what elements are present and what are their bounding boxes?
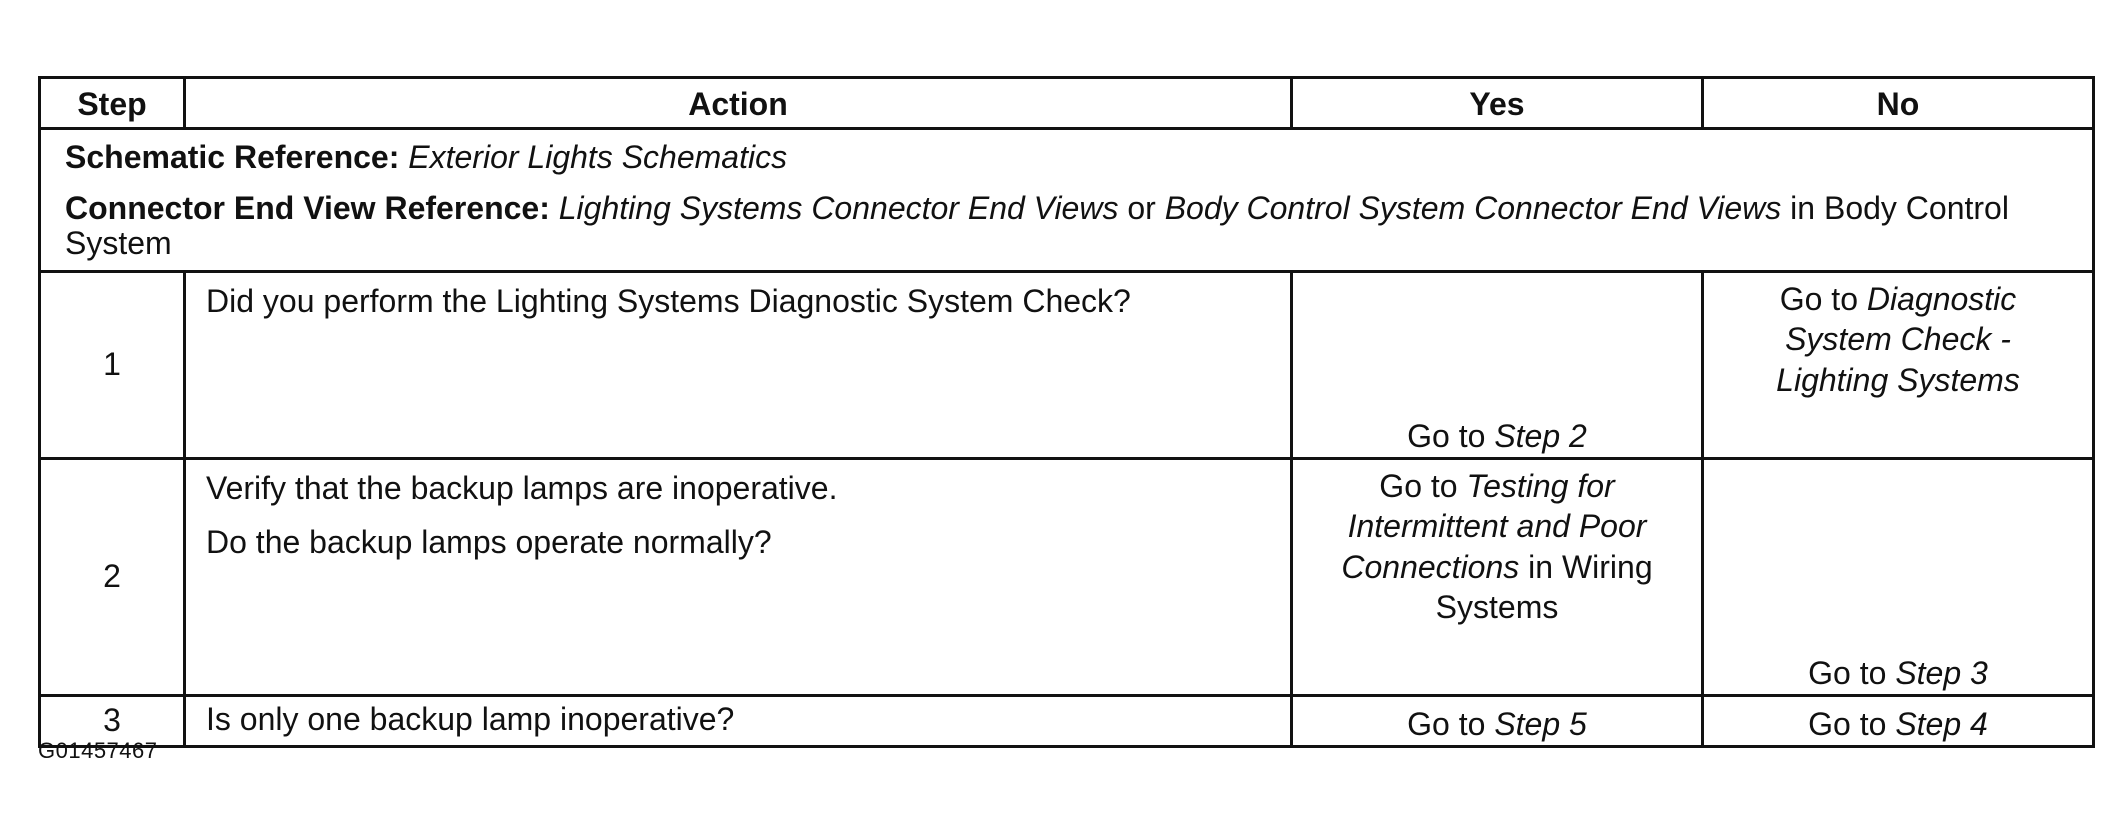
table-row <box>40 458 2094 695</box>
connector-suffix: in Body Control System <box>65 190 2009 262</box>
no-link[interactable]: Diagnostic System Check - Lighting Systems <box>1776 280 2020 398</box>
action-cell <box>185 458 1292 695</box>
yes-prefix: Go to <box>1379 467 1467 504</box>
schematic-reference-link[interactable]: Exterior Lights Schematics <box>408 139 788 175</box>
step-header: Step <box>40 78 185 129</box>
yes-cell <box>1292 271 1703 458</box>
no-cell <box>1703 695 2094 746</box>
yes-prefix: Go to <box>1407 705 1495 742</box>
yes-link[interactable]: Step 2 <box>1494 417 1587 454</box>
step-number: 3 <box>40 695 185 746</box>
no-link[interactable]: Step 3 <box>1895 654 1988 691</box>
no-cell <box>1703 458 2094 695</box>
reference-row <box>40 129 2094 272</box>
step-number: 1 <box>40 271 185 458</box>
action-text: Verify that the backup lamps are inoperative. <box>206 469 838 506</box>
header-row <box>40 78 2094 129</box>
step-number: 2 <box>40 458 185 695</box>
yes-cell <box>1292 458 1703 695</box>
action-header: Action <box>185 78 1292 129</box>
table-row <box>40 695 2094 746</box>
action-question: Do the backup lamps operate normally? <box>206 523 772 560</box>
connector-reference <box>65 191 2070 261</box>
connector-or: or <box>1118 190 1165 227</box>
figure-id: G01457467 <box>38 738 158 763</box>
no-prefix: Go to <box>1808 705 1896 742</box>
connector-reference-link-2[interactable]: Body Control System Connector End Views <box>1164 190 1782 227</box>
yes-link[interactable]: Step 5 <box>1494 705 1587 742</box>
no-prefix: Go to <box>1779 280 1867 317</box>
no-cell <box>1703 271 2094 458</box>
yes-header: Yes <box>1292 78 1703 129</box>
yes-link[interactable]: Testing for Intermittent and Poor Connections <box>1341 467 1647 585</box>
action-text: Is only one backup lamp inoperative? <box>206 700 735 737</box>
schematic-reference-label: Schematic Reference: <box>65 139 400 175</box>
action-cell <box>185 271 1292 458</box>
action-text: Did you perform the Lighting Systems Diagnostic System Check? <box>206 282 1131 319</box>
table-row <box>40 271 2094 458</box>
connector-reference-link-1[interactable]: Lighting Systems Connector End Views <box>558 190 1119 227</box>
yes-cell <box>1292 695 1703 746</box>
connector-reference-label: Connector End View Reference: <box>65 190 550 227</box>
yes-prefix: Go to <box>1407 417 1495 454</box>
action-cell <box>185 695 1292 746</box>
no-header: No <box>1703 78 2094 129</box>
yes-suffix: in Wiring Systems <box>1435 548 1653 626</box>
no-link[interactable]: Step 4 <box>1895 705 1988 742</box>
reference-cell <box>40 129 2094 272</box>
diagnostic-table <box>38 76 2095 748</box>
no-prefix: Go to <box>1808 654 1896 691</box>
schematic-reference <box>65 140 2070 175</box>
